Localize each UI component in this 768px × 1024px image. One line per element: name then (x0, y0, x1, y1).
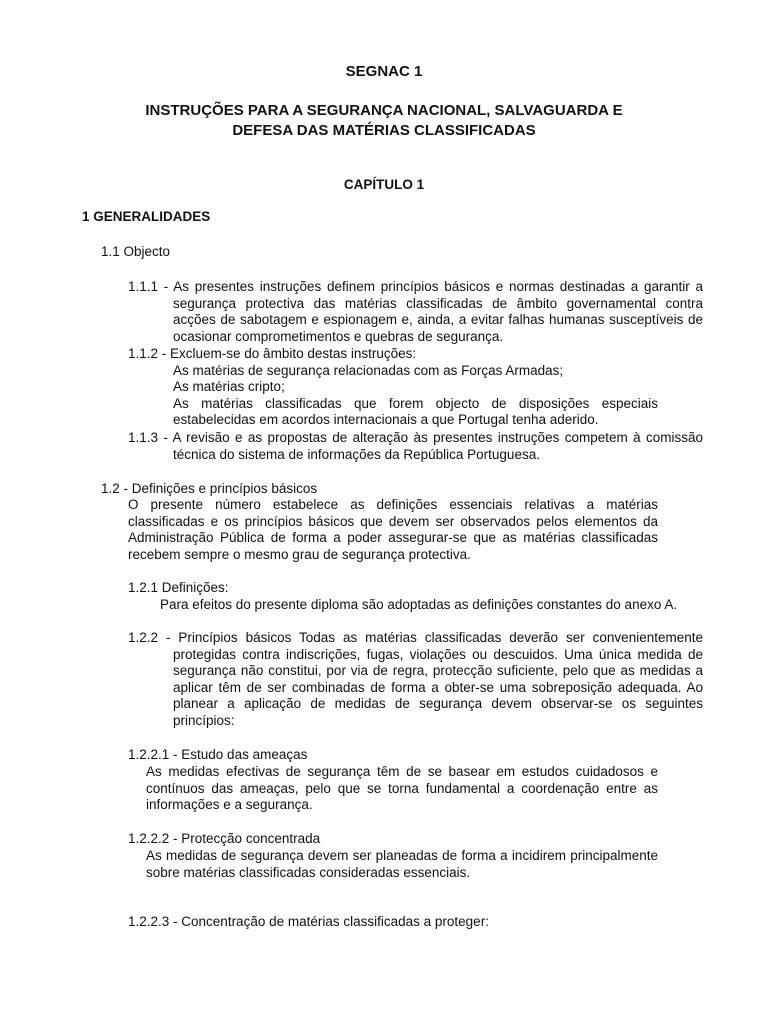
paragraph-1-2-2-1-heading: 1.2.2.1 - Estudo das ameaças (128, 747, 308, 762)
document-title (0, 101, 768, 141)
paragraph-1-2-1-lead: 1.2.1 Definições: (128, 580, 229, 595)
paragraph-1-2-2-2-heading: 1.2.2.2 - Protecção concentrada (128, 831, 321, 846)
paragraph-1-1-2 (128, 346, 658, 429)
subsection-heading-1-1: 1.1 Objecto (101, 244, 171, 259)
chapter-heading: CAPÍTULO 1 (343, 177, 425, 192)
paragraph-1-2-2-2-text: As medidas de segurança devem ser planeadas de forma a incidirem principalmente sobre matérias classificadas consideradas essenciais. (146, 848, 658, 880)
list-item: As matérias classificadas que forem objecto de disposições especiais estabelecidas em acordos internacionais a que Portugal tenha aderido. (173, 395, 658, 428)
section-heading: 1 GENERALIDADES (82, 209, 211, 224)
paragraph-1-1-2-lead: 1.1.2 - Excluem-se do âmbito destas instruções: (128, 346, 417, 361)
paragraph-1-2-intro: O presente número estabelece as definições essenciais relativas a matérias classificadas e os princípios básicos que devem ser observados pelos elementos da Administração Pública de forma a poder assegurar-se que as matérias classificadas recebem sempre o mesmo grau de segurança protectiva. (128, 497, 658, 562)
paragraph-1-1-3: 1.1.3 - A revisão e as propostas de alteração às presentes instruções competem à comissão técnica do sistema de informações da República Portuguesa. (128, 430, 703, 462)
paragraph-1-1-1: 1.1.1 - As presentes instruções definem princípios básicos e normas destinadas a garantir a segurança protectiva das matérias classificadas de âmbito governamental contra acções de sabotagem e espionagem e, ainda, a evitar falhas humanas susceptíveis de ocasionar comprometimentos e quebras de segurança. (128, 279, 703, 344)
list-item: As matérias cripto; (173, 379, 285, 395)
document-title-line-1: INSTRUÇÕES PARA A SEGURANÇA NACIONAL, SALVAGUARDA E (145, 102, 623, 119)
paragraph-1-2-1-text: Para efeitos do presente diploma são adoptadas as definições constantes do anexo A. (160, 597, 678, 612)
paragraph-1-2-2-1-text: As medidas efectivas de segurança têm de se basear em estudos cuidadosos e contínuos das ameaças, pelo que se torna fundamental a coordenação entre as informações e a segurança. (146, 764, 658, 813)
document-code: SEGNAC 1 (345, 63, 423, 80)
subsection-heading-1-2: 1.2 - Definições e princípios básicos (101, 481, 318, 496)
document-title-line-2: DEFESA DAS MATÉRIAS CLASSIFICADAS (232, 122, 536, 139)
list-item: As matérias de segurança relacionadas com as Forças Armadas; (173, 362, 564, 378)
paragraph-1-2-2-3-heading: 1.2.2.3 - Concentração de matérias classificadas a proteger: (128, 914, 489, 929)
paragraph-1-2-2: 1.2.2 - Princípios básicos Todas as matérias classificadas deverão ser convenientemente protegidas contra indiscrições, fugas, violações ou descuidos. Uma única medida de segurança não constitui, por via de regra, protecção suficiente, pelo que as medidas a aplicar têm de ser combinadas de forma a obter-se uma sobreposição adequada. Ao planear a aplicação de medidas de segurança devem observar-se os seguintes princípios: (128, 630, 703, 728)
